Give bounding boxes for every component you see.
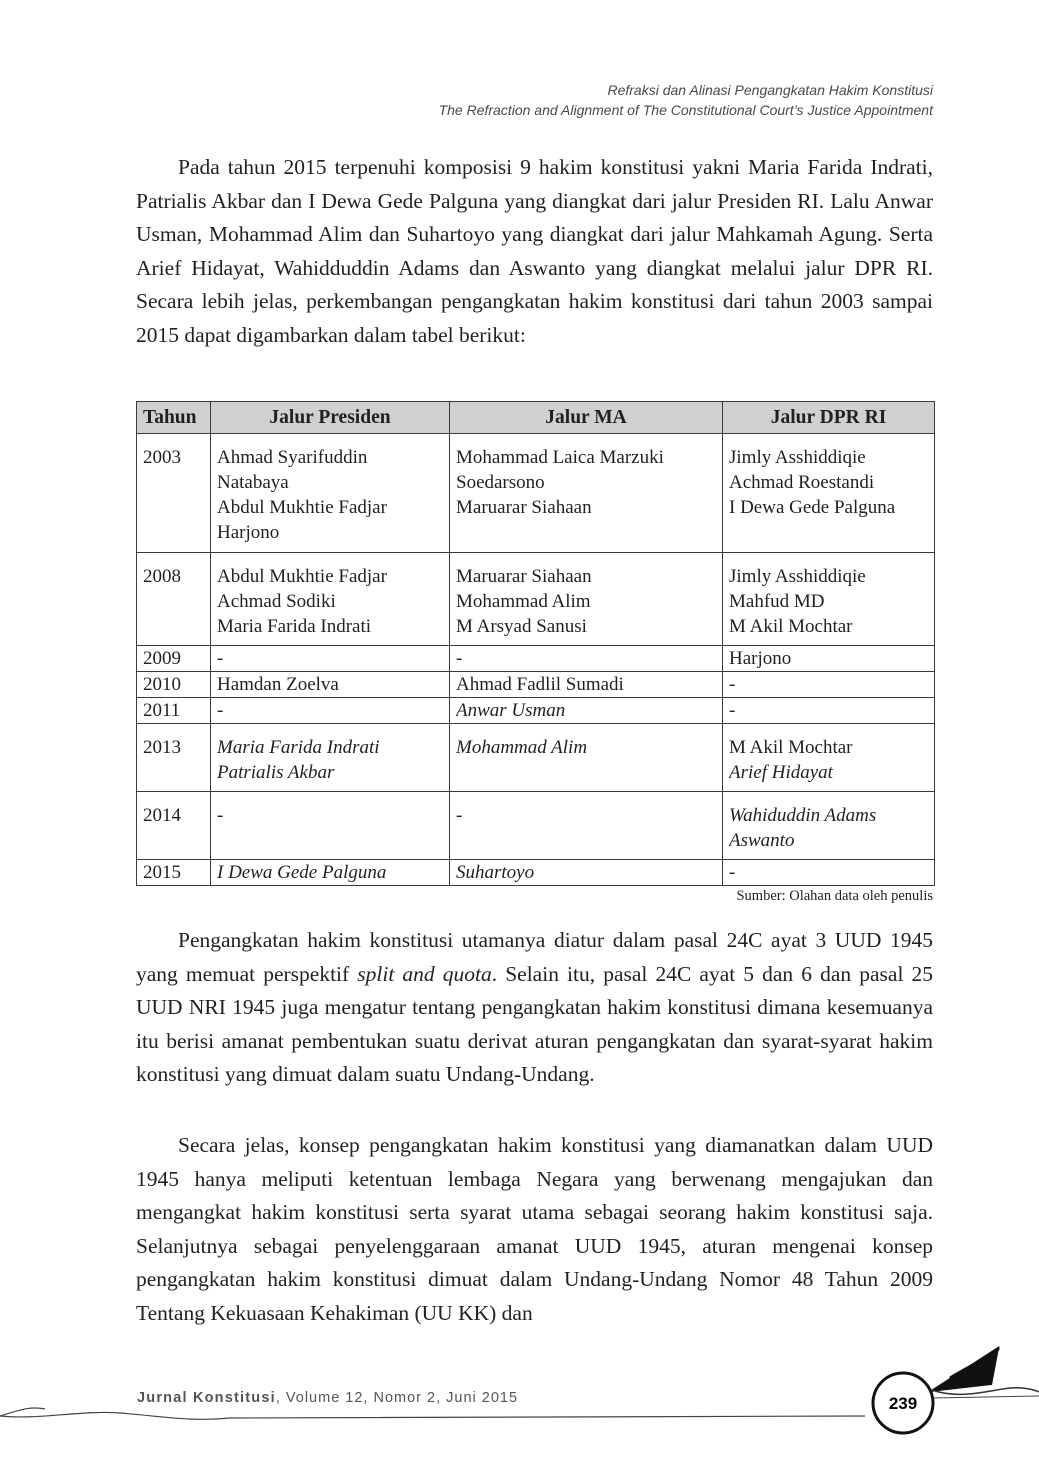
header-tahun: Tahun: [137, 402, 211, 434]
table-cell-dpr: [723, 434, 935, 553]
table-cell-ma: [450, 724, 723, 792]
table-cell-ma: [450, 672, 723, 698]
table-cell-ma: [450, 646, 723, 672]
table-cell-presiden: [211, 672, 450, 698]
paragraph-pengangkatan-before: Pengangkatan hakim konstitusi utamanya diatur dalam pasal 24C ayat 3 UUD 1945 yang memuat perspektif: [136, 928, 933, 986]
table-cell-dpr: [723, 860, 935, 886]
footer-issue: , Volume 12, Nomor 2, Juni 2015: [275, 1390, 519, 1406]
table-cell-year: 2011: [137, 698, 211, 724]
judge-name: Aswanto: [729, 830, 795, 851]
running-head-title-en: The Refraction and Alignment of The Constitutional Court’s Justice Appointment: [438, 102, 933, 118]
table-cell-year: 2010: [137, 672, 211, 698]
paragraph-konsep: Secara jelas, konsep pengangkatan hakim konstitusi yang diamanatkan dalam UUD 1945 hanya meliputi ketentuan lembaga Negara yang berwenang mengajukan dan mengangkat hakim konstitusi serta syarat utama sebagai seorang hakim konstitusi saja. Selanjutnya sebagai penyelenggaraan amanat UUD 1945, aturan mengenai konsep pengangkatan hakim konstitusi dimuat dalam Undang-Undang Nomor 48 Tahun 2009 Tentang Kekuasaan Kehakiman (UU KK) dan: [136, 1133, 933, 1325]
table-cell-presiden: [211, 434, 450, 553]
table-cell-year: 2008: [137, 553, 211, 646]
table-cell-year: 2009: [137, 646, 211, 672]
header-jalur-ma: Jalur MA: [450, 402, 723, 434]
judge-name: -: [456, 648, 463, 669]
table-source-note: Sumber: Olahan data oleh penulis: [736, 888, 933, 904]
table-row: [137, 698, 935, 724]
table-cell-ma: [450, 860, 723, 886]
judge-name: Ahmad Fadlil Sumadi: [456, 674, 624, 695]
paragraph-pengangkatan-after: . Selain itu, pasal 24C ayat 5 dan 6 dan pasal 25 UUD NRI 1945 juga mengatur tentang pengangkatan hakim konstitusi dimana kesemuanya itu berisi amanat pembentukan suatu derivat aturan pengangkatan dan syarat-syarat hakim konstitusi yang dimuat dalam suatu Undang-Undang.: [136, 961, 933, 1087]
paragraph-pengangkatan: [136, 924, 933, 1092]
judge-name: Suhartoyo: [456, 862, 535, 883]
judge-name: Arief Hidayat: [729, 762, 833, 783]
judge-name: Abdul Mukhtie Fadjar: [217, 566, 387, 587]
table-cell-dpr: [723, 792, 935, 860]
table-cell-year: 2003: [137, 434, 211, 553]
table-cell-dpr: [723, 646, 935, 672]
judge-name: Harjono: [217, 522, 280, 543]
table-row: [137, 672, 935, 698]
table-row: [137, 553, 935, 646]
judge-name: Mohammad Alim: [456, 591, 591, 612]
table-cell-presiden: [211, 724, 450, 792]
judge-name: Maria Farida Indrati: [217, 737, 380, 758]
table-cell-year: 2014: [137, 792, 211, 860]
judge-name: I Dewa Gede Palguna: [729, 497, 896, 518]
footer-citation: [137, 1390, 518, 1406]
table-cell-ma: [450, 792, 723, 860]
judge-name: Hamdan Zoelva: [217, 674, 339, 695]
judge-name: Maria Farida Indrati: [217, 616, 372, 637]
table-cell-presiden: [211, 860, 450, 886]
table-body: [137, 434, 935, 886]
table-cell-year: 2013: [137, 724, 211, 792]
table-row: [137, 646, 935, 672]
judge-name: Abdul Mukhtie Fadjar: [217, 497, 387, 518]
judge-name: Jimly Asshiddiqie: [729, 447, 866, 468]
judge-name: Achmad Roestandi: [729, 472, 875, 493]
table-cell-ma: [450, 434, 723, 553]
judge-name: Achmad Sodiki: [217, 591, 336, 612]
judge-name: M Akil Mochtar: [729, 616, 853, 637]
paragraph-intro: Pada tahun 2015 terpenuhi komposisi 9 hakim konstitusi yakni Maria Farida Indrati, Patrialis Akbar dan I Dewa Gede Palguna yang diangkat dari jalur Presiden RI. Lalu Anwar Usman, Mohammad Alim dan Suhartoyo yang diangkat dari jalur Mahkamah Agung. Serta Arief Hidayat, Wahidduddin Adams dan Aswanto yang diangkat melalui jalur DPR RI. Secara lebih jelas, perkembangan pengangkatan hakim konstitusi dari tahun 2003 sampai 2015 dapat digambarkan dalam tabel berikut:: [136, 155, 933, 347]
table-cell-presiden: [211, 646, 450, 672]
table-cell-dpr: [723, 698, 935, 724]
table-cell-dpr: [723, 672, 935, 698]
judge-name: Patrialis Akbar: [217, 762, 335, 783]
table-row: [137, 860, 935, 886]
judge-name: M Arsyad Sanusi: [456, 616, 587, 637]
table-cell-presiden: [211, 792, 450, 860]
table-header-row: [137, 402, 935, 434]
judge-name: M Akil Mochtar: [729, 737, 853, 758]
judge-name: -: [729, 674, 736, 695]
table-cell-presiden: [211, 553, 450, 646]
judge-name: Harjono: [729, 648, 792, 669]
judge-name: -: [456, 805, 463, 826]
judge-name: -: [217, 700, 224, 721]
judges-table: [136, 401, 935, 886]
running-head: [439, 80, 933, 120]
table-row: [137, 724, 935, 792]
judge-name: -: [729, 700, 736, 721]
header-jalur-dpr: Jalur DPR RI: [723, 402, 935, 434]
paragraph-pengangkatan-italic: split and quota: [357, 961, 492, 986]
judge-name: Maruarar Siahaan: [456, 497, 592, 518]
table-cell-dpr: [723, 724, 935, 792]
judge-name: Mohammad Alim: [456, 737, 588, 758]
running-head-title-id: Refraksi dan Alinasi Pengangkatan Hakim Konstitusi: [607, 82, 933, 98]
judge-name: Natabaya: [217, 472, 289, 493]
table-cell-presiden: [211, 698, 450, 724]
table-cell-dpr: [723, 553, 935, 646]
judge-name: Soedarsono: [456, 472, 545, 493]
table-cell-year: 2015: [137, 860, 211, 886]
page-number: 239: [888, 1394, 918, 1413]
table-row: [137, 792, 935, 860]
judge-name: Mohammad Laica Marzuki: [456, 447, 664, 468]
judge-name: -: [217, 805, 224, 826]
judge-name: Anwar Usman: [456, 700, 566, 721]
judge-name: Wahiduddin Adams: [729, 805, 877, 826]
table-row: [137, 434, 935, 553]
judge-name: -: [729, 862, 736, 883]
header-jalur-presiden: Jalur Presiden: [211, 402, 450, 434]
judge-name: Jimly Asshiddiqie: [729, 566, 866, 587]
table-cell-ma: [450, 553, 723, 646]
judge-name: Maruarar Siahaan: [456, 566, 592, 587]
table-cell-ma: [450, 698, 723, 724]
footer-journal-name: Jurnal Konstitusi: [137, 1390, 276, 1406]
judge-name: -: [217, 648, 224, 669]
judge-name: Ahmad Syarifuddin: [217, 447, 368, 468]
judge-name: I Dewa Gede Palguna: [217, 862, 387, 883]
judge-name: Mahfud MD: [729, 591, 825, 612]
